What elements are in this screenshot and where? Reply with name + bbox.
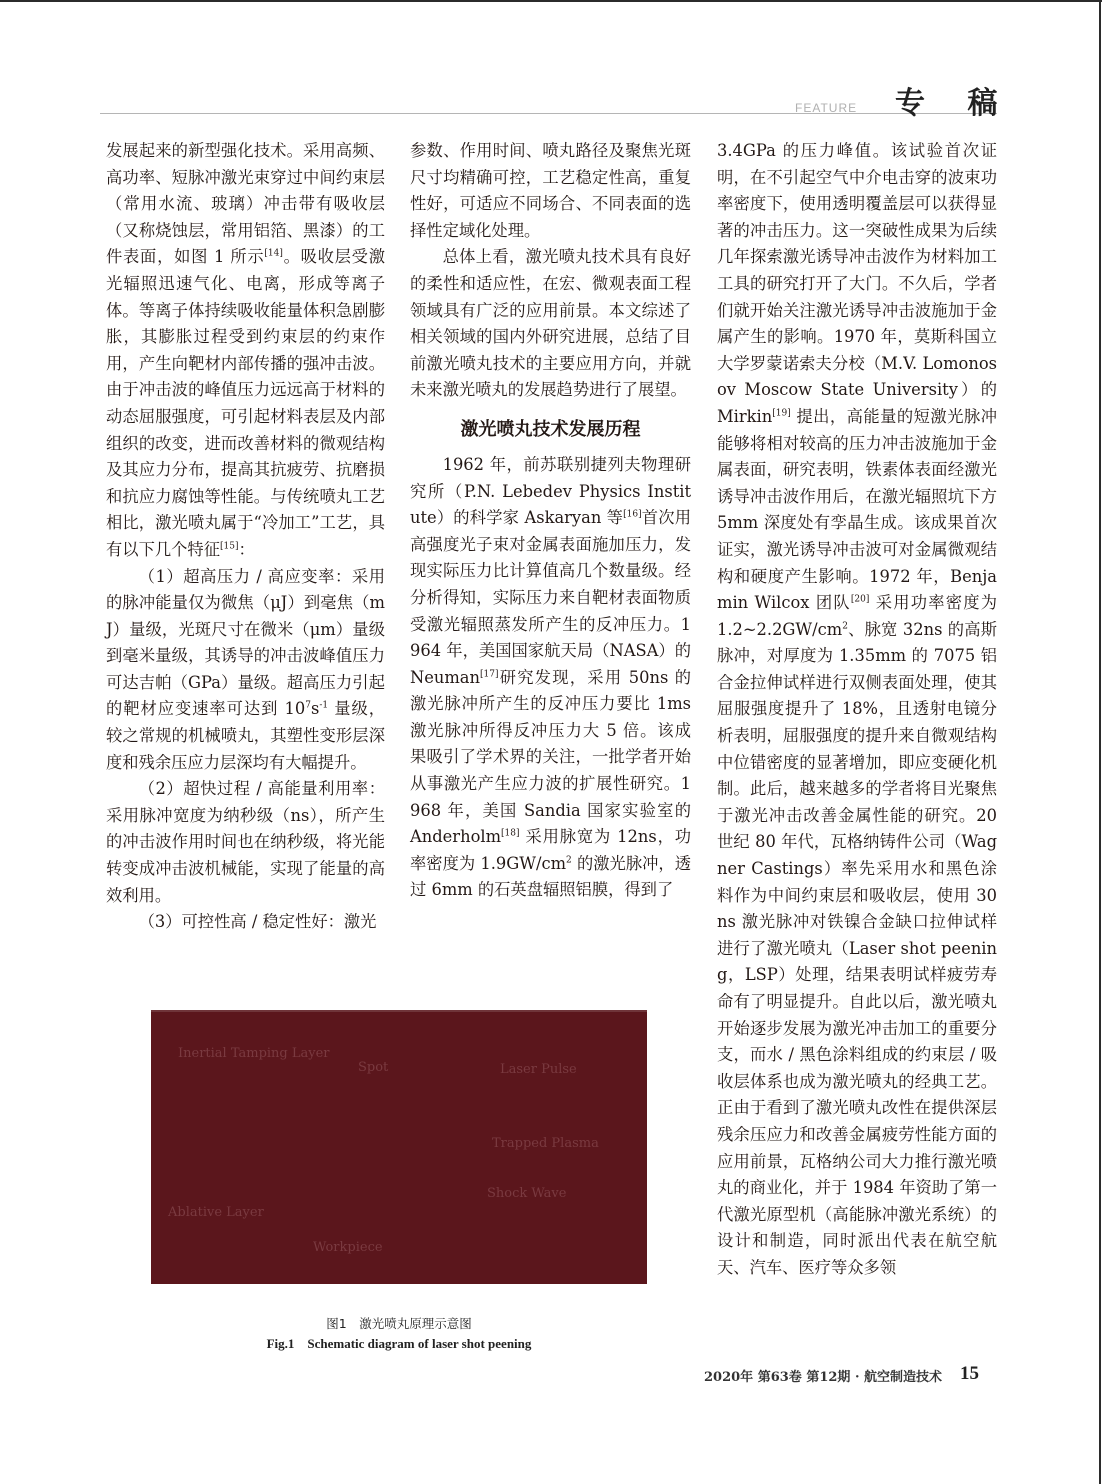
text-column-1 [106, 138, 385, 936]
figure-label-trapped-plasma: Trapped Plasma [492, 1136, 599, 1151]
figure-label-workpiece: Workpiece [313, 1240, 383, 1255]
header-rule [100, 113, 997, 114]
paragraph: 发展起来的新型强化技术。采用高频、高功率、短脉冲激光束穿过中间约束层（常用水流、玻璃）冲击带有吸收层（又称烧蚀层，常用铝箔、黑漆）的工件表面，如图 1 所示[14]。吸收层受激光辐照迅速气化、电离，形成等离子体。等离子体持续吸收能量体积急剧膨胀，其膨胀过程受到约束层的约束作用，产生向靶材内部传播的强冲击波。由于冲击波的峰值压力远远高于材料的动态屈服强度，可引起材料表层及内部组织的改变，进而改善材料的微观结构及其应力分布，提高其抗疲劳、抗磨损和抗应力腐蚀等性能。与传统喷丸工艺相比，激光喷丸属于“冷加工”工艺，具有以下几个特征[15]： [106, 141, 385, 559]
figure-label-inertial: Inertial Tamping Layer [178, 1046, 330, 1061]
figure-label-shock-wave: Shock Wave [487, 1186, 567, 1201]
figure-label-ablative: Ablative Layer [168, 1205, 264, 1220]
top-border [0, 0, 1102, 2]
citation: [18] [501, 828, 520, 839]
citation: [16] [623, 509, 642, 520]
figure-label-laser-pulse: Laser Pulse [500, 1062, 577, 1077]
journal-footer: 2020年 第63卷 第12期 · 航空制造技术 [704, 1370, 942, 1385]
page-number: 15 [960, 1363, 979, 1384]
figure-caption-en: Fig.1 Schematic diagram of laser shot peening [266, 1336, 532, 1351]
figure-caption-cn: 图1 激光喷丸原理示意图 [326, 1316, 472, 1331]
right-border [1099, 0, 1101, 1484]
citation: [15] [219, 541, 239, 552]
section-heading: 激光喷丸技术发展历程 [460, 418, 641, 440]
citation: [19] [772, 408, 791, 419]
section-title: 专 稿 [895, 86, 1014, 121]
paragraph: 总体上看，激光喷丸技术具有良好的柔性和适应性，在宏、微观表面工程领域具有广泛的应用前景。本文综述了相关领域的国内外研究进展，总结了目前激光喷丸技术的主要应用方向，并就未来激光喷丸的发展趋势进行了展望。 [410, 247, 691, 400]
header-feature-label: FEATURE [795, 101, 858, 115]
paragraph: 1962 年，前苏联别捷列夫物理研究所（P.N. Lebedev Physics Institute）的科学家 Askaryan 等[16]首次用高强度光子束对金属表面施加压力，发现实际压力比计算值高几个数量级。经分析得知，实际压力来自靶材表面物质受激光辐照蒸发所产生的反冲压力。1964 年，美国国家航天局（NASA）的 Neuman[17]研究发现，采用 50ns 的激光脉冲所产生的反冲压力要比 1ms 激光脉冲所得反冲压力大 5 倍。该成果吸引了学术界的关注，一批学者开始从事激光产生应力波的扩展性研究。1968 年，美国 Sandia 国家实验室的 Anderholm[18] 采用脉宽为 12ns，功率密度为 $1.9GW/cm^2$ 的激光脉冲，透过 6mm 的石英盘辐照铝膜，得到了 [410, 454, 691, 900]
paragraph: （2）超快过程 / 高能量利用率：采用脉冲宽度为纳秒级（ns），所产生的冲击波作用时间也在纳秒级，将光能转变成冲击波机械能，实现了能量的高效利用。 [106, 779, 385, 905]
figure-label-spot: Spot [358, 1060, 389, 1075]
citation: [20] [850, 594, 870, 605]
paragraph: （3）可控性高 / 稳定性好：激光 [138, 912, 377, 932]
paragraph: （1）超高压力 / 高应变率：采用的脉冲能量仅为微焦（μJ）到毫焦（mJ）量级，光斑尺寸在微米（μm）量级到毫米量级，其诱导的冲击波峰值压力可达吉帕（GPa）量级。超高压力引起的靶材应变速率可达到 $10^7s^{-1}$ 量级，较之常规的机械喷丸，其塑性变形层深度和残余压应力层深均有大幅提升。 [106, 566, 385, 772]
paragraph: 3.4GPa 的压力峰值。该试验首次证明，在不引起空气中介电击穿的波束功率密度下，使用透明覆盖层可以获得显著的冲击压力。这一突破性成果为后续几年探索激光诱导冲击波作为材料加工工具的研究打开了大门。不久后，学者们就开始关注激光诱导冲击波施加于金属产生的影响。1970 年，莫斯科国立大学罗蒙诺索夫分校（M.V. Lomonosov Moscow State University）的 Mirkin[19] 提出，高能量的短激光脉冲能够将相对较高的压力冲击波施加于金属表面，研究表明，铁素体表面经激光诱导冲击波作用后，在激光辐照坑下方 5mm 深度处有孪晶生成。该成果首次证实，激光诱导冲击波可对金属微观结构和硬度产生影响。1972 年，Benjamin Wilcox 团队[20] 采用功率密度为 $1.2\sim 2.2GW/cm^2$、脉宽 32ns 的高斯脉冲，对厚度为 1.35mm 的 7075 铝合金拉伸试样进行双侧表面处理，使其屈服强度提升了 18%，且透射电镜分析表明，屈服强度的提升来自微观结构中位错密度的显著增加，即应变硬化机制。此后，越来越多的学者将目光聚焦于激光冲击改善金属性能的研究。20 世纪 80 年代，瓦格纳铸件公司（Wagner Castings）率先采用水和黑色涂料作为中间约束层和吸收层，使用 30ns 激光脉冲对铁镍合金缺口拉伸试样进行了激光喷丸（Laser shot peening，LSP）处理，结果表明试样疲劳寿命有了明显提升。自此以后，激光喷丸开始逐步发展为激光冲击加工的重要分支，而水 / 黑色涂料组成的约束层 / 吸收层体系也成为激光喷丸的经典工艺。正由于看到了激光喷丸改性在提供深层残余压应力和改善金属疲劳性能方面的应用前景，瓦格纳公司大力推行激光喷丸的商业化，并于 1984 年资助了第一代激光原型机（高能脉冲激光系统）的设计和制造，同时派出代表在航空航天、汽车、医疗等众多领 [717, 141, 997, 1277]
text-column-2 [410, 138, 691, 904]
text-column-3 [717, 138, 997, 1282]
citation: [17] [480, 669, 499, 680]
figure-1-image [151, 1010, 647, 1284]
citation: [14] [264, 248, 283, 259]
paragraph: 参数、作用时间、喷丸路径及聚焦光斑尺寸均精确可控，工艺稳定性高，重复性好，可适应不同场合、不同表面的选择性定域化处理。 [410, 141, 691, 240]
